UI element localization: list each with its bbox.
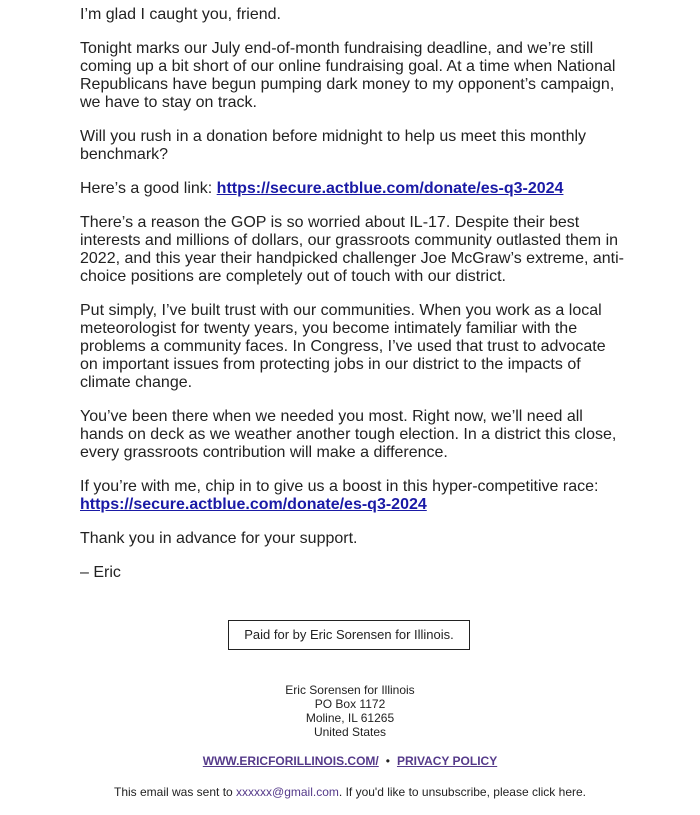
address-po-box: PO Box 1172 (314, 697, 386, 711)
paragraph-chip-in (80, 478, 625, 514)
unsubscribe-notice (0, 785, 700, 799)
paragraph-trust: Put simply, I’ve built trust with our communities. When you work as a local meteorologist for twenty years, you become intimately familiar with the problems a community faces. In Congress, I’ve used that trust to advocate on important issues from protecting jobs in our district to the impacts of climate change. (80, 302, 606, 391)
paragraph-hands-on-deck: You’ve been there when we needed you most. Right now, we’ll need all hands on deck as we weather another tough election. In a district this close, every grassroots contribution will make a difference. (80, 408, 617, 461)
paragraph-thanks: Thank you in advance for your support. (80, 530, 358, 547)
unsubscribe-suffix[interactable]: . If you'd like to unsubscribe, please click here. (338, 785, 586, 799)
signoff: – Eric (80, 564, 121, 581)
chip-in-text: If you’re with me, chip in to give us a boost in this hyper-competitive race: (80, 478, 599, 495)
donate-link[interactable]: https://secure.actblue.com/donate/es-q3-2024 (216, 180, 564, 197)
paragraph-donation-ask: Will you rush in a donation before midnight to help us meet this monthly benchmark? (80, 128, 587, 163)
link-intro: Here’s a good link: (80, 180, 217, 197)
footer-separator: • (385, 754, 390, 768)
website-link[interactable]: WWW.ERICFORILLINOIS.COM/ (202, 754, 379, 768)
address-country: United States (313, 725, 387, 739)
paragraph-deadline: Tonight marks our July end-of-month fundraising deadline, and we’re still coming up a bit short of our online fundraising goal. At a time when National Republicans have begun pumping dark money to my opponent’s campaign, we have to stay on track. (80, 40, 616, 111)
mailing-address (0, 683, 700, 739)
privacy-policy-link[interactable]: PRIVACY POLICY (396, 754, 498, 768)
email-body (80, 0, 625, 598)
unsubscribe-prefix: This email was sent to (113, 785, 237, 799)
recipient-email: xxxxxx@gmail.com (236, 785, 339, 799)
greeting: I’m glad I caught you, friend. (80, 6, 281, 23)
paragraph-link (80, 180, 625, 198)
paragraph-gop: There’s a reason the GOP is so worried about IL-17. Despite their best interests and millions of dollars, our grassroots community outlasted them in 2022, and this year their handpicked challenger Joe McGraw’s extreme, anti-choice positions are completely out of touch with our district. (80, 214, 624, 285)
donate-link-2[interactable]: https://secure.actblue.com/donate/es-q3-2024 (80, 496, 427, 513)
paid-for-disclaimer: Paid for by Eric Sorensen for Illinois. (228, 620, 470, 650)
footer-links (0, 754, 700, 768)
address-city: Moline, IL 61265 (305, 711, 395, 725)
address-org: Eric Sorensen for Illinois (285, 683, 415, 697)
